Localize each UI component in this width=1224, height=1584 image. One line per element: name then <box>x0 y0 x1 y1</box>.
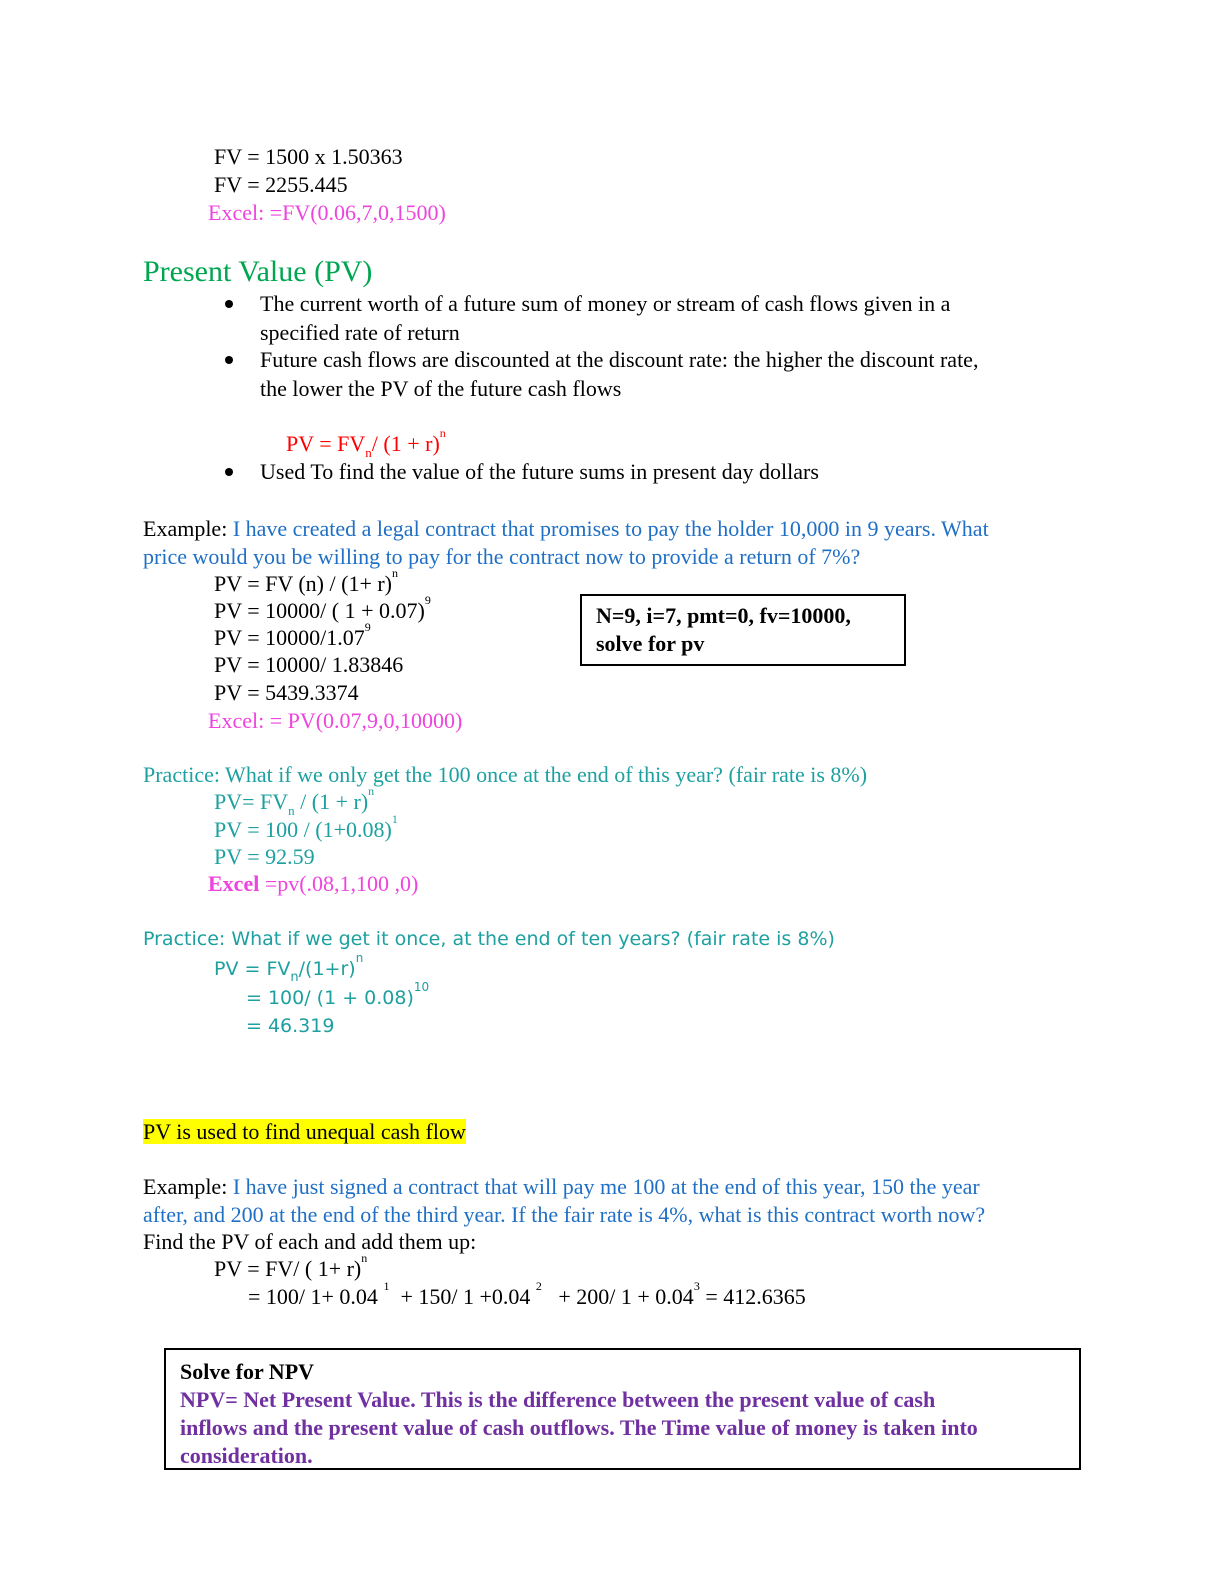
practice-2-step-1: PV = $FV_n/(1+r)^n$ <box>214 951 364 985</box>
example-2-question-a: Example: I have just signed a contract that will pay me 100 at the end of this year, 150 the year <box>143 1174 980 1199</box>
practice-1-excel-formula: Excel =pv(.08,1,100 ,0) <box>208 871 419 896</box>
example-1-step-4: PV = 10000/ 1.83846 <box>214 652 404 677</box>
example-1-question-a: Example: I have created a legal contract that promises to pay the holder 10,000 in 9 years. What <box>143 516 989 541</box>
example-1-question-b: price would you be willing to pay for the contract now to provide a return of 7%? <box>143 544 861 569</box>
bullet-text-2b: the lower the PV of the future cash flows <box>260 376 622 401</box>
example-1-excel-formula: Excel: = PV(0.07,9,0,10000) <box>208 708 463 733</box>
section-heading-present-value: Present Value (PV) <box>143 255 373 288</box>
example-1-step-1: PV = FV $(n) / (1+ r)^n$ <box>214 566 399 596</box>
practice-1-step-2: PV = $100 / (1+0.08)^1$ <box>214 812 398 842</box>
example-1-step-3: PV = $10000/1.07^9$ <box>214 620 371 650</box>
npv-box-title: Solve for NPV <box>180 1359 315 1384</box>
example-2-calculation: = 100/ 1+ 0.04 $^1$ + 150/ 1 +0.04 $^2$ + 200/ $1 + 0.04^3 = 412.6365$ <box>248 1279 806 1309</box>
calculator-inputs-line-1: N=9, i=7, pmt=0, fv=10000, <box>596 603 851 628</box>
npv-definition-line-1: NPV= Net Present Value. This is the difference between the present value of cash <box>180 1387 936 1412</box>
npv-definition-line-3: consideration. <box>180 1443 313 1468</box>
calculator-inputs-line-2: solve for pv <box>596 631 705 656</box>
example-2-question-b: after, and 200 at the end of the third year. If the fair rate is 4%, what is this contract worth now? <box>143 1202 986 1227</box>
npv-definition-box <box>164 1348 1081 1470</box>
calculator-inputs-box <box>580 594 906 666</box>
bullet-icon <box>222 465 236 479</box>
example-2-formula: PV = FV/ ( 1+ r)$^n$ <box>214 1251 368 1281</box>
bullet-text-2a: Future cash flows are discounted at the discount rate: the higher the discount rate, <box>260 347 979 372</box>
npv-definition-line-2: inflows and the present value of cash outflows. The Time value of money is taken into <box>180 1415 978 1440</box>
bullet-text-3: Used To find the value of the future sums in present day dollars <box>260 459 819 484</box>
example-1-step-2: PV = 10000/ ( 1 + 0.07)$^9$ <box>214 593 431 623</box>
bullet-icon <box>222 353 236 367</box>
bullet-icon <box>222 297 236 311</box>
example-1-step-5: PV = 5439.3374 <box>214 680 359 705</box>
practice-1-step-3: PV = 92.59 <box>214 844 315 869</box>
fv-step-2: FV = 2255.445 <box>214 172 348 197</box>
practice-2-step-3: = 46.319 <box>246 1015 335 1037</box>
bullet-text-1b: specified rate of return <box>260 320 460 345</box>
highlighted-note: PV is used to find unequal cash flow <box>143 1119 466 1144</box>
fv-step-1: FV = 1500 x 1.50363 <box>214 144 403 169</box>
practice-1-step-1: $PV= FV_n / (1 + r)^n$ <box>214 784 375 818</box>
practice-2-question: Practice: What if we get it once, at the end of ten years? (fair rate is 8%) <box>143 928 835 950</box>
practice-1-question: Practice: What if we only get the 100 once at the end of this year? (fair rate is 8%) <box>143 762 868 787</box>
example-2-instruction: Find the PV of each and add them up: <box>143 1229 477 1254</box>
pv-formula: PV = $FV_n/$ $(1 + r)^n$ <box>286 426 446 460</box>
fv-excel-formula: Excel: =FV(0.06,7,0,1500) <box>208 200 446 225</box>
practice-2-step-2: = 100/ $(1 + 0.08)^{10}$ <box>246 980 430 1009</box>
bullet-text-1a: The current worth of a future sum of money or stream of cash flows given in a <box>260 291 951 316</box>
